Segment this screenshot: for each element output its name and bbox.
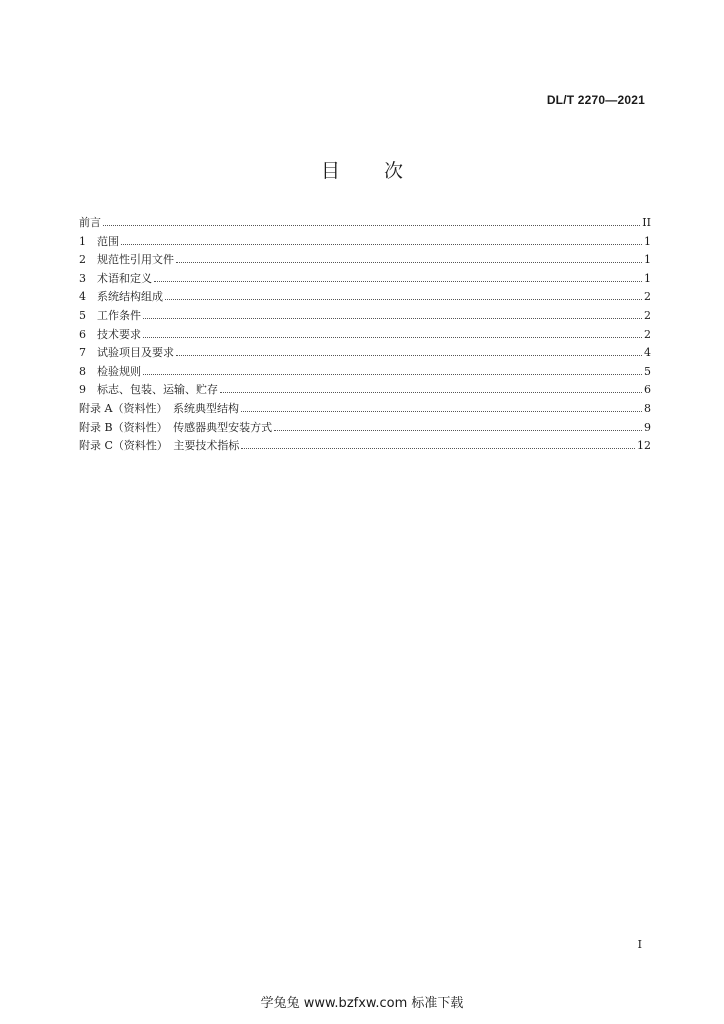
toc-entry-label: 附录 C（资料性） 主要技术指标 [79,439,240,453]
toc-entry-page: 4 [644,346,651,360]
toc-entry-number: 1 [79,234,86,248]
toc-leader-dots [241,410,642,412]
page-number: I [637,938,642,951]
toc-entry-page: II [642,216,651,229]
toc-entry-page: 2 [644,327,651,341]
toc-entry-number: 9 [79,383,86,397]
toc-entry-label: 标志、包装、运输、贮存 [97,383,218,397]
toc-entry-page: 6 [644,383,651,397]
toc-entry[interactable] [79,251,651,270]
toc-entry-label: 工作条件 [97,308,141,322]
toc-entry-number: 4 [79,290,86,304]
toc-entry[interactable] [79,214,651,233]
toc-entry[interactable] [79,381,651,400]
toc-entry-number: 3 [79,271,86,285]
toc-entry[interactable] [79,270,651,289]
title-char-left: 目 [320,160,340,182]
toc-entry-page: 1 [644,234,651,248]
toc-leader-dots [154,280,642,282]
table-of-contents [79,214,651,456]
toc-leader-dots [103,224,640,226]
toc-leader-dots [176,354,642,356]
toc-entry-page: 9 [644,420,651,434]
toc-entry-number: 2 [79,253,86,267]
toc-entry-number: 8 [79,364,86,378]
toc-entry[interactable] [79,288,651,307]
toc-entry-label: 附录 B（资料性） 传感器典型安装方式 [79,420,273,434]
toc-entry-label: 前言 [79,216,101,229]
toc-entry[interactable] [79,419,651,438]
toc-entry[interactable] [79,233,651,252]
toc-entry-label: 术语和定义 [97,271,152,285]
toc-leader-dots [176,261,642,263]
toc-entry-number: 6 [79,327,86,341]
toc-entry[interactable] [79,400,651,419]
toc-entry-label: 附录 A（资料性） 系统典型结构 [79,401,239,415]
toc-leader-dots [165,298,642,300]
toc-leader-dots [274,429,642,431]
toc-entry-label: 检验规则 [97,364,141,378]
toc-entry-number: 7 [79,346,86,360]
footer-watermark: 学兔兔 www.bzfxw.com 标准下载 [260,996,464,1011]
toc-entry-page: 1 [644,271,651,285]
toc-entry-label: 系统结构组成 [97,290,163,304]
toc-entry[interactable] [79,363,651,382]
toc-leader-dots [143,373,642,375]
toc-entry-label: 规范性引用文件 [97,253,174,267]
toc-leader-dots [121,243,642,245]
toc-leader-dots [241,447,635,449]
toc-entry[interactable] [79,307,651,326]
toc-leader-dots [143,317,642,319]
toc-entry-label: 范围 [97,234,119,248]
page-title [0,156,724,183]
toc-entry-page: 12 [637,439,651,453]
toc-entry-page: 5 [644,364,651,378]
toc-leader-dots [220,391,642,393]
toc-entry-page: 2 [644,290,651,304]
toc-entry-label: 技术要求 [97,327,141,341]
toc-entry-number: 5 [79,308,86,322]
toc-leader-dots [143,336,642,338]
title-char-right: 次 [384,160,404,182]
toc-entry-page: 8 [644,401,651,415]
toc-entry-page: 1 [644,253,651,267]
toc-entry-label: 试验项目及要求 [97,346,174,360]
toc-entry[interactable] [79,326,651,345]
toc-entry-page: 2 [644,308,651,322]
toc-entry[interactable] [79,344,651,363]
toc-entry[interactable] [79,437,651,456]
standard-code: DL/T 2270—2021 [546,93,645,107]
